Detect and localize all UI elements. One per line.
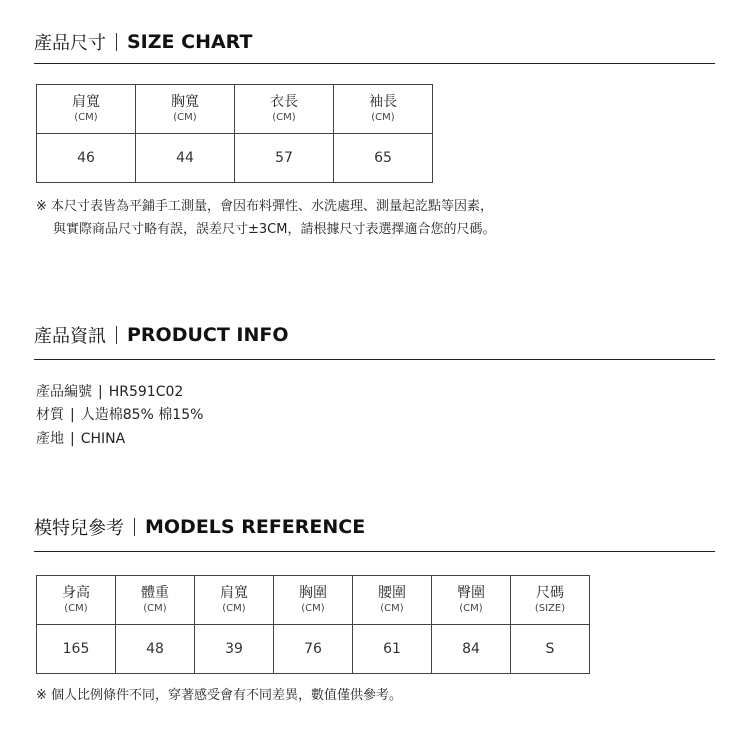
label-separator: |	[98, 384, 103, 400]
models-reference-header-row	[37, 576, 590, 625]
header-label: 肩寬	[220, 585, 248, 601]
size-chart-header-row	[37, 85, 433, 134]
size-chart-note-line2: 與實際商品尺寸略有誤，誤差尺寸±3CM，請根據尺寸表選擇適合您的尺碼。	[53, 222, 496, 237]
models-reference-value-cell: 165	[37, 625, 116, 674]
product-info-title-zh: 產品資訊	[34, 326, 106, 347]
models-reference-value-cell: 39	[195, 625, 274, 674]
models-reference-header-cell	[511, 576, 590, 625]
models-reference-header-cell	[37, 576, 116, 625]
size-chart-title	[34, 29, 252, 55]
product-info-label: 材質	[36, 407, 64, 423]
product-info-item	[36, 381, 183, 401]
header-label: 身高	[62, 585, 90, 601]
product-info-label: 產地	[36, 431, 64, 447]
label-separator: |	[70, 407, 75, 423]
product-info-value: 人造棉85% 棉15%	[80, 407, 204, 423]
title-separator	[116, 33, 117, 51]
models-reference-header-cell	[116, 576, 195, 625]
header-label: 腰圍	[378, 585, 406, 601]
title-separator	[134, 518, 135, 536]
models-reference-value-cell: 76	[274, 625, 353, 674]
product-info-title	[34, 322, 289, 348]
size-chart-value-cell: 57	[235, 134, 334, 183]
header-label: 胸圍	[299, 585, 327, 601]
header-unit: (CM)	[64, 603, 88, 614]
header-label: 胸寬	[171, 94, 199, 110]
models-reference-value-row	[37, 625, 590, 674]
models-reference-header-cell	[432, 576, 511, 625]
header-unit: (CM)	[301, 603, 325, 614]
product-info-value: HR591C02	[108, 384, 184, 400]
header-unit: (SIZE)	[534, 603, 566, 614]
product-info-label: 產品編號	[36, 384, 92, 400]
size-chart-note-line1: ※ 本尺寸表皆為平鋪手工測量，會因布料彈性、水洗處理、測量起訖點等因素，	[36, 199, 494, 214]
header-unit: (CM)	[222, 603, 246, 614]
label-separator: |	[70, 431, 75, 447]
size-chart-title-zh: 產品尺寸	[34, 33, 106, 54]
header-unit: (CM)	[380, 603, 404, 614]
size-chart-header-cell	[334, 85, 433, 134]
header-unit: (CM)	[74, 112, 98, 123]
header-label: 臀圍	[457, 585, 485, 601]
size-chart-header-cell	[235, 85, 334, 134]
models-reference-value-cell: S	[511, 625, 590, 674]
models-reference-value-cell: 84	[432, 625, 511, 674]
header-unit: (CM)	[173, 112, 197, 123]
size-chart-divider	[34, 63, 715, 64]
models-reference-note: ※ 個人比例條件不同，穿著感受會有不同差異，數值僅供參考。	[36, 688, 403, 703]
models-reference-title-en: MODELS REFERENCE	[145, 516, 366, 538]
size-chart-title-en: SIZE CHART	[127, 31, 253, 53]
product-info-item	[36, 428, 125, 448]
product-info-divider	[34, 359, 715, 360]
title-separator	[116, 326, 117, 344]
models-reference-divider	[34, 551, 715, 552]
header-label: 袖長	[369, 94, 397, 110]
product-info-item	[36, 404, 203, 424]
header-unit: (CM)	[143, 603, 167, 614]
models-reference-header-cell	[274, 576, 353, 625]
header-unit: (CM)	[371, 112, 395, 123]
size-chart-value-cell: 44	[136, 134, 235, 183]
size-chart-value-cell: 46	[37, 134, 136, 183]
size-chart-header-cell	[37, 85, 136, 134]
models-reference-value-cell: 48	[116, 625, 195, 674]
size-chart-note	[36, 195, 495, 241]
product-info-title-en: PRODUCT INFO	[127, 324, 289, 346]
models-reference-header-cell	[195, 576, 274, 625]
size-chart-header-cell	[136, 85, 235, 134]
size-chart-value-cell: 65	[334, 134, 433, 183]
header-label: 體重	[141, 585, 169, 601]
models-reference-value-cell: 61	[353, 625, 432, 674]
models-reference-title	[34, 514, 365, 540]
product-info-value: CHINA	[80, 431, 126, 447]
models-reference-table	[36, 575, 590, 674]
header-label: 肩寬	[72, 94, 100, 110]
header-unit: (CM)	[459, 603, 483, 614]
header-unit: (CM)	[272, 112, 296, 123]
header-label: 尺碼	[536, 585, 564, 601]
models-reference-title-zh: 模特兒參考	[34, 518, 124, 539]
models-reference-header-cell	[353, 576, 432, 625]
size-chart-table	[36, 84, 433, 183]
header-label: 衣長	[270, 94, 298, 110]
size-chart-value-row	[37, 134, 433, 183]
